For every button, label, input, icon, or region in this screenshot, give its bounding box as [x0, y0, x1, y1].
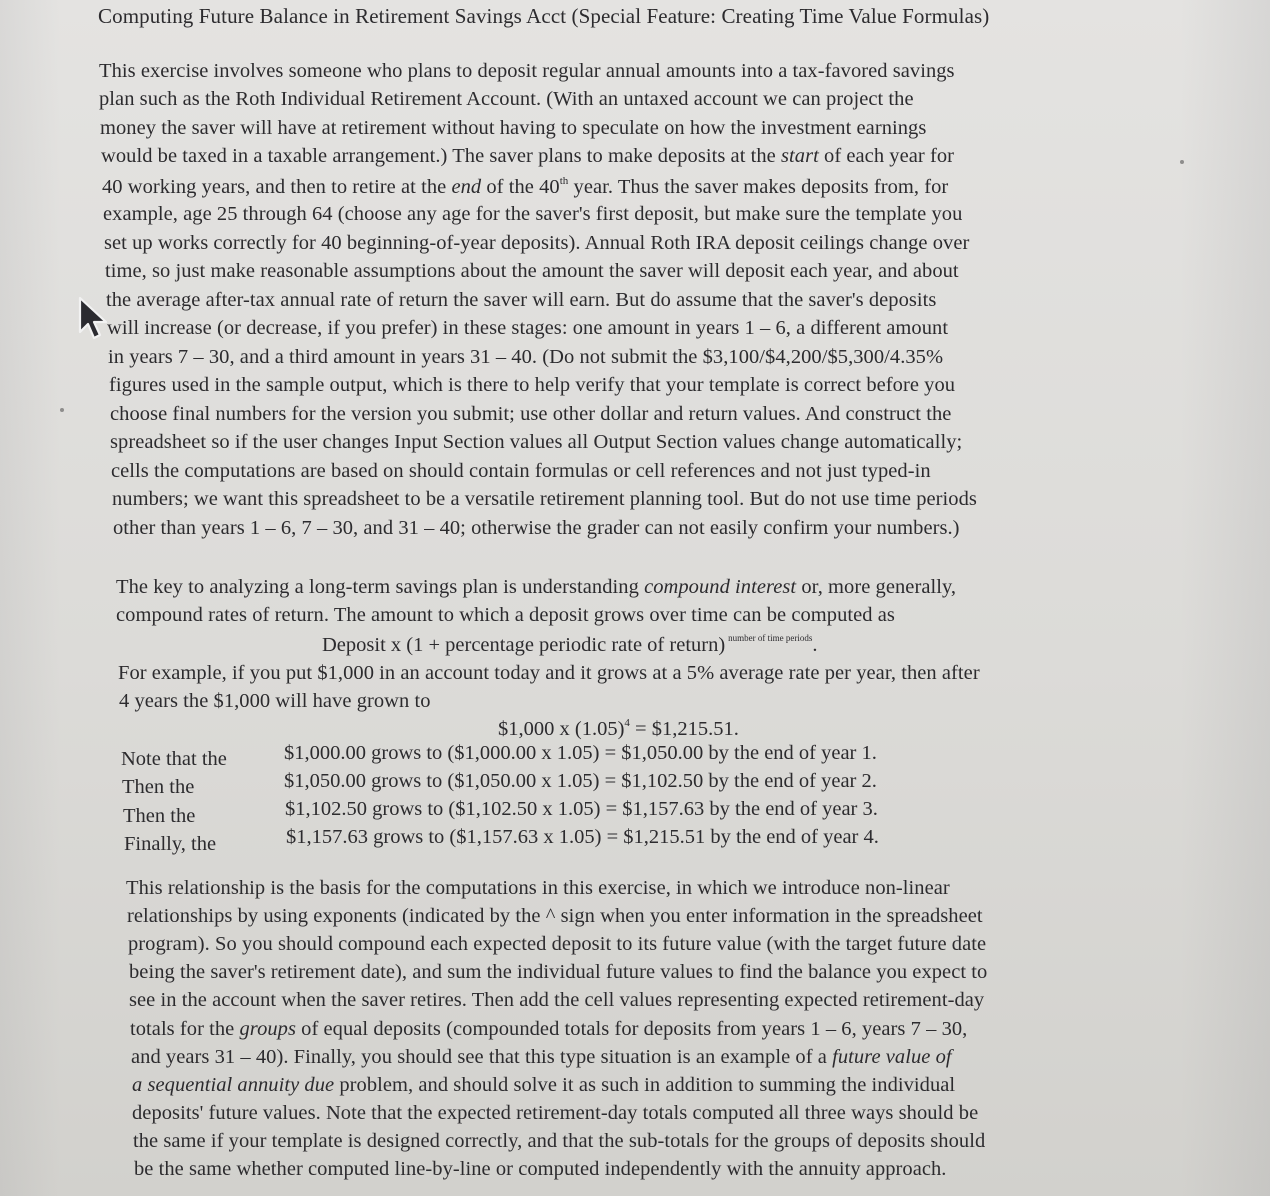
row-label: Note that the [121, 748, 227, 770]
text-line: totals for the groups of equal deposits (compounded totals for deposits from years 1 – 6, years 7 – 30, [130, 1018, 968, 1040]
text-line: For example, if you put $1,000 in an account today and it grows at a 5% average rate per year, then after [118, 662, 980, 684]
row-label: Finally, the [124, 833, 217, 855]
text-line: deposits' future values. Note that the expected retirement-day totals computed all three ways should be [132, 1102, 979, 1124]
page-speck [60, 408, 64, 412]
text-line: set up works correctly for 40 beginning-of-year deposits). Annual Roth IRA deposit ceilings change over [104, 232, 970, 254]
text-line: the same if your template is designed correctly, and that the sub-totals for the groups of deposits should [133, 1130, 986, 1152]
text-line: time, so just make reasonable assumptions about the amount the saver will deposit each year, and about [105, 260, 959, 282]
text-line: a sequential annuity due problem, and should solve it as such in addition to summing the individual [132, 1074, 956, 1096]
text-line: This relationship is the basis for the computations in this exercise, in which we introduce non-linear [126, 877, 950, 899]
row-text: $1,000.00 grows to ($1,000.00 x 1.05) = $1,050.00 by the end of year 1. [284, 742, 877, 764]
text-line: in years 7 – 30, and a third amount in years 31 – 40. (Do not submit the $3,100/$4,200/$5,300/4.35% [108, 346, 944, 368]
text-line: being the saver's retirement date), and sum the individual future values to find the balance you expect to [129, 961, 988, 983]
text-line: and years 31 – 40). Finally, you should see that this type situation is an example of a future value of [131, 1046, 952, 1068]
text-line: be the same whether computed line-by-line or computed independently with the annuity approach. [134, 1158, 947, 1180]
text-line: numbers; we want this spreadsheet to be a versatile retirement planning tool. But do not use time periods [112, 488, 977, 510]
text-line: The key to analyzing a long-term savings plan is understanding compound interest or, more generally, [116, 576, 957, 598]
compound-formula: Deposit x (1 + percentage periodic rate of return) $^{number of time periods}$. [322, 633, 818, 656]
text-line: the average after-tax annual rate of return the saver will earn. But do assume that the saver's deposits [106, 289, 937, 311]
text-line: choose final numbers for the version you submit; use other dollar and return values. And construct the [110, 403, 952, 425]
text-line: program). So you should compound each expected deposit to its future value (with the target future date [128, 933, 987, 955]
text-line: would be taxed in a taxable arrangement.) The saver plans to make deposits at the start of each year for [101, 145, 955, 167]
text-line: figures used in the sample output, which is there to help verify that your template is correct before you [109, 374, 956, 396]
text-line: 4 years the $1,000 will have grown to [119, 690, 431, 712]
page-title: Computing Future Balance in Retirement Savings Acct (Special Feature: Creating Time Value Formulas) [98, 4, 990, 28]
text-line: will increase (or decrease, if you prefer) in these stages: one amount in years 1 – 6, a different amount [107, 317, 949, 339]
text-line: spreadsheet so if the user changes Input Section values all Output Section values change automatically; [110, 431, 963, 453]
text-line: example, age 25 through 64 (choose any age for the saver's first deposit, but make sure the template you [103, 203, 963, 225]
text-line: compound rates of return. The amount to which a deposit grows over time can be computed as [116, 604, 895, 626]
example-formula: $1,000 x $(1.05)^4$ = $1,215.51. [498, 717, 739, 740]
text-line: see in the account when the saver retires. Then add the cell values representing expected retirement-day [129, 989, 985, 1011]
text-line: relationships by using exponents (indicated by the ^ sign when you enter information in the spreadsheet [127, 905, 983, 927]
page-speck [1180, 160, 1184, 164]
row-label: Then the [122, 776, 195, 798]
row-label: Then the [123, 805, 196, 827]
text-line: cells the computations are based on should contain formulas or cell references and not just typed-in [111, 460, 931, 482]
row-text: $1,050.00 grows to ($1,050.00 x 1.05) = $1,102.50 by the end of year 2. [284, 770, 877, 792]
row-text: $1,102.50 grows to ($1,102.50 x 1.05) = $1,157.63 by the end of year 3. [285, 798, 878, 820]
text-line: money the saver will have at retirement without having to speculate on how the investment earnings [100, 117, 927, 139]
text-line: 40 working years, and then to retire at the end of the 40th year. Thus the saver makes deposits from, for [102, 175, 949, 198]
text-line: plan such as the Roth Individual Retirement Account. (With an untaxed account we can project the [99, 88, 914, 110]
mouse-pointer-icon [74, 294, 114, 340]
text-line: This exercise involves someone who plans to deposit regular annual amounts into a tax-favored savings [99, 60, 955, 82]
text-line: other than years 1 – 6, 7 – 30, and 31 – 40; otherwise the grader can not easily confirm your numbers.) [113, 517, 960, 539]
row-text: $1,157.63 grows to ($1,157.63 x 1.05) = $1,215.51 by the end of year 4. [286, 826, 879, 848]
